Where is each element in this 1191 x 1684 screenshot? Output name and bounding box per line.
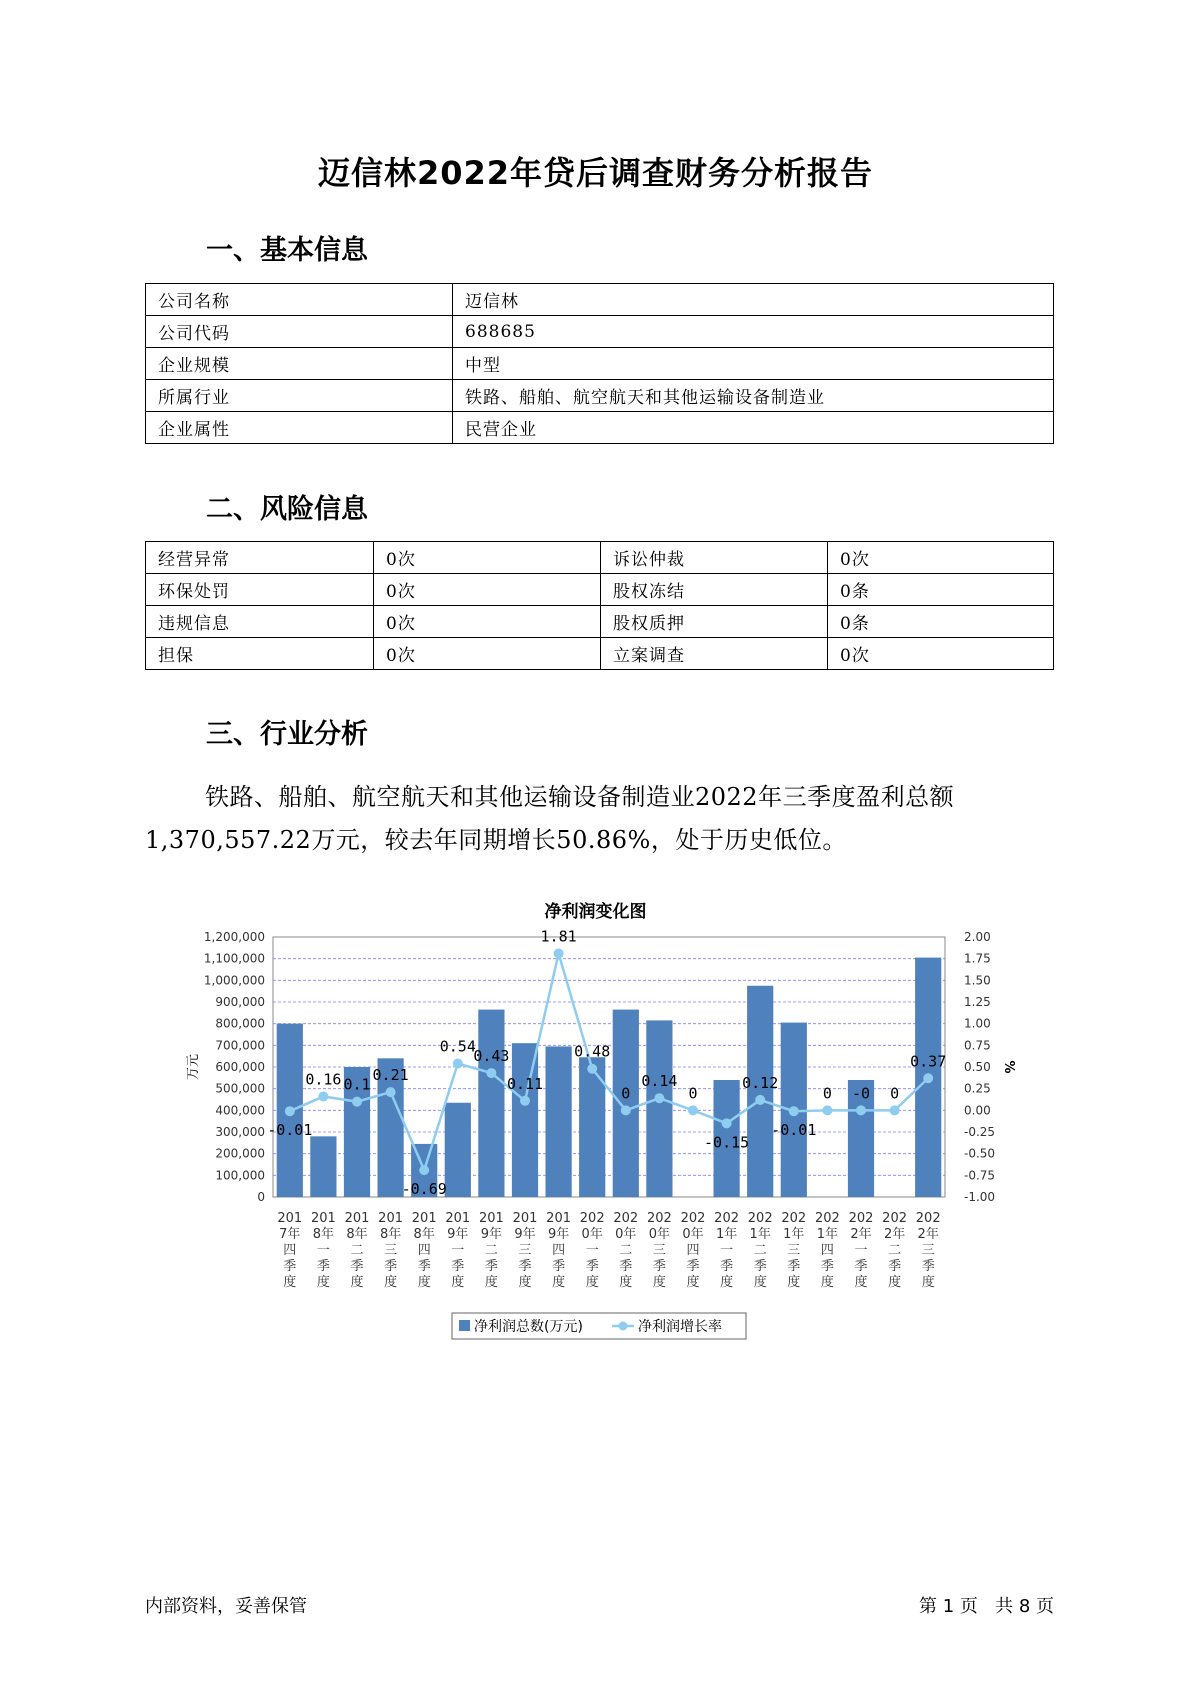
- basic-info-value: 688685: [453, 316, 1054, 348]
- growth-rate-point: [822, 1105, 832, 1115]
- basic-info-row: [146, 316, 1054, 348]
- basic-info-label: 企业规模: [146, 348, 453, 380]
- basic-info-value: 铁路、船舶、航空航天和其他运输设备制造业: [453, 380, 1054, 412]
- x-tick-label: 201 8年二季度: [344, 1211, 370, 1290]
- industry-analysis-paragraph: 铁路、船舶、航空航天和其他运输设备制造业2022年三季度盈利总额1,370,557.22万元，较去年同期增长50.86%，处于历史低位。: [145, 783, 955, 854]
- y-right-tick-label: -0.50: [964, 1146, 996, 1161]
- x-tick-label: 202 1年一季度: [714, 1211, 740, 1290]
- basic-info-value: 中型: [453, 348, 1054, 380]
- basic-info-row: [146, 380, 1054, 412]
- risk-info-value: 0条: [828, 574, 1054, 606]
- growth-rate-point: [621, 1105, 631, 1115]
- data-label: -0.15: [704, 1133, 750, 1152]
- x-tick-label: 201 9年一季度: [445, 1211, 471, 1290]
- basic-info-label: 公司代码: [146, 316, 453, 348]
- y-right-tick-label: 1.00: [964, 1016, 991, 1031]
- y-left-tick-label: 300,000: [215, 1125, 265, 1139]
- data-label: -0: [851, 1084, 871, 1103]
- growth-rate-point: [890, 1105, 900, 1115]
- basic-info-row: [146, 348, 1054, 380]
- y-left-tick-label: 1,000,000: [203, 973, 265, 988]
- growth-rate-point: [587, 1064, 597, 1074]
- x-tick-label: 202 2年一季度: [848, 1211, 874, 1290]
- bar: [512, 1043, 538, 1197]
- risk-info-label: 环保处罚: [146, 574, 374, 606]
- risk-info-row: [146, 638, 1054, 670]
- legend-bar-swatch: [459, 1320, 470, 1331]
- growth-rate-point: [554, 948, 564, 958]
- y-left-tick-label: 900,000: [215, 995, 265, 1009]
- data-label: 0: [822, 1084, 832, 1103]
- legend-bar-label: 净利润总数(万元): [474, 1319, 583, 1335]
- data-label: 0.43: [473, 1047, 510, 1066]
- x-tick-label: 202 1年二季度: [747, 1211, 773, 1290]
- y-right-tick-label: 0.75: [964, 1038, 991, 1053]
- y-left-tick-label: 700,000: [215, 1038, 265, 1053]
- growth-rate-point: [318, 1091, 328, 1101]
- y-right-axis-title: %: [1001, 1060, 1016, 1074]
- y-left-tick-label: 0: [257, 1190, 265, 1204]
- y-right-tick-label: 0.25: [964, 1081, 991, 1096]
- y-left-tick-label: 1,200,000: [203, 930, 265, 944]
- bar: [478, 1010, 504, 1197]
- footer-page-number: 第 1 页 共 8 页: [919, 1596, 1054, 1617]
- report-title: 迈信林2022年贷后调查财务分析报告: [317, 154, 874, 192]
- net-profit-chart: [0, 900, 1191, 1360]
- y-right-tick-label: -0.75: [964, 1168, 996, 1183]
- bar: [646, 1020, 672, 1197]
- risk-info-label: 立案调查: [601, 638, 828, 670]
- x-tick-label: 201 8年一季度: [310, 1211, 336, 1290]
- data-label: 0.54: [439, 1037, 476, 1056]
- risk-info-value: 0次: [374, 542, 601, 574]
- x-tick-label: 201 8年四季度: [411, 1211, 437, 1290]
- bar: [445, 1103, 471, 1197]
- growth-rate-point: [285, 1106, 295, 1116]
- growth-rate-point: [789, 1106, 799, 1116]
- x-tick-label: 202 2年二季度: [882, 1211, 908, 1290]
- y-right-tick-label: 1.25: [964, 995, 991, 1009]
- risk-info-row: [146, 574, 1054, 606]
- y-left-tick-label: 500,000: [215, 1081, 265, 1096]
- x-tick-label: 201 9年二季度: [478, 1211, 504, 1290]
- footer-confidential-note: 内部资料，妥善保管: [145, 1596, 307, 1617]
- growth-rate-point: [486, 1068, 496, 1078]
- risk-info-value: 0次: [374, 574, 601, 606]
- chart-title: 净利润变化图: [544, 902, 647, 922]
- x-tick-label: 202 0年二季度: [613, 1211, 639, 1290]
- y-right-tick-label: 1.75: [964, 951, 991, 966]
- data-label: -0.01: [771, 1121, 817, 1140]
- bar: [545, 1046, 571, 1197]
- x-tick-label: 201 7年四季度: [277, 1211, 303, 1290]
- data-label: 0.16: [305, 1070, 342, 1089]
- risk-info-label: 诉讼仲裁: [601, 542, 828, 574]
- risk-info-label: 股权质押: [601, 606, 828, 638]
- data-label: 0.11: [506, 1074, 544, 1093]
- growth-rate-point: [386, 1087, 396, 1097]
- growth-rate-point: [654, 1093, 664, 1103]
- y-right-tick-label: -1.00: [964, 1190, 996, 1204]
- data-label: -0.01: [267, 1121, 313, 1140]
- risk-info-row: [146, 606, 1054, 638]
- growth-rate-point: [520, 1096, 530, 1106]
- y-left-tick-label: 200,000: [215, 1146, 265, 1161]
- x-tick-label: 201 8年三季度: [378, 1211, 404, 1290]
- risk-info-value: 0次: [374, 638, 601, 670]
- growth-rate-point: [722, 1118, 732, 1128]
- x-tick-label: 202 1年三季度: [781, 1211, 807, 1290]
- basic-info-label: 所属行业: [146, 380, 453, 412]
- basic-info-row: [146, 284, 1054, 316]
- growth-rate-point: [923, 1073, 933, 1083]
- y-left-tick-label: 800,000: [215, 1016, 265, 1031]
- y-right-tick-label: 0.50: [964, 1060, 991, 1074]
- section-heading-basic: 一、基本信息: [206, 235, 368, 266]
- y-left-axis-title: 万元: [186, 1053, 201, 1081]
- growth-rate-point: [453, 1059, 463, 1069]
- basic-info-value: 迈信林: [453, 284, 1054, 316]
- section-heading-industry: 三、行业分析: [206, 719, 368, 750]
- section-heading-risk: 二、风险信息: [206, 494, 368, 525]
- data-label: 0.48: [574, 1042, 611, 1061]
- bar: [613, 1010, 639, 1197]
- risk-info-value: 0次: [374, 606, 601, 638]
- risk-info-value: 0条: [828, 606, 1054, 638]
- x-tick-label: 202 2年三季度: [915, 1211, 941, 1290]
- y-right-tick-label: 1.50: [964, 973, 991, 988]
- y-right-tick-label: 2.00: [964, 930, 991, 944]
- x-tick-label: 201 9年三季度: [512, 1211, 538, 1290]
- risk-info-value: 0次: [828, 638, 1054, 670]
- y-right-tick-label: 0.00: [964, 1103, 991, 1118]
- data-label: 0.12: [742, 1073, 779, 1092]
- basic-info-value: 民营企业: [453, 412, 1054, 444]
- data-label: 0: [621, 1084, 631, 1103]
- risk-info-label: 违规信息: [146, 606, 374, 638]
- growth-rate-point: [688, 1105, 698, 1115]
- growth-rate-point: [419, 1165, 429, 1175]
- legend-line-label: 净利润增长率: [638, 1319, 722, 1335]
- x-tick-label: 202 0年三季度: [646, 1211, 672, 1290]
- data-label: 0: [688, 1084, 698, 1103]
- legend-line-marker: [619, 1322, 628, 1331]
- growth-rate-point: [755, 1095, 765, 1105]
- risk-info-value: 0次: [828, 542, 1054, 574]
- y-left-tick-label: 100,000: [215, 1168, 265, 1183]
- data-label: 0.37: [910, 1052, 947, 1071]
- bar: [310, 1136, 336, 1197]
- y-left-tick-label: 1,100,000: [203, 951, 265, 966]
- risk-info-label: 担保: [146, 638, 374, 670]
- basic-info-table: [145, 283, 1054, 444]
- data-label: 0.21: [372, 1066, 409, 1085]
- data-label: 0.1: [343, 1075, 371, 1094]
- basic-info-label: 公司名称: [146, 284, 453, 316]
- basic-info-label: 企业属性: [146, 412, 453, 444]
- data-label: 0.14: [641, 1072, 678, 1091]
- y-right-tick-label: -0.25: [964, 1125, 996, 1139]
- data-label: -0.69: [401, 1180, 447, 1199]
- x-tick-label: 202 0年一季度: [579, 1211, 605, 1290]
- data-label: 1.81: [540, 927, 577, 946]
- growth-rate-point: [352, 1097, 362, 1107]
- risk-info-label: 股权冻结: [601, 574, 828, 606]
- basic-info-row: [146, 412, 1054, 444]
- y-left-tick-label: 400,000: [215, 1103, 265, 1118]
- x-tick-label: 202 1年四季度: [814, 1211, 840, 1290]
- x-tick-label: 202 0年四季度: [680, 1211, 706, 1290]
- risk-info-table: [145, 541, 1054, 670]
- y-left-tick-label: 600,000: [215, 1060, 265, 1074]
- x-tick-label: 201 9年四季度: [546, 1211, 572, 1290]
- risk-info-row: [146, 542, 1054, 574]
- risk-info-label: 经营异常: [146, 542, 374, 574]
- data-label: 0: [890, 1084, 900, 1103]
- growth-rate-point: [856, 1105, 866, 1115]
